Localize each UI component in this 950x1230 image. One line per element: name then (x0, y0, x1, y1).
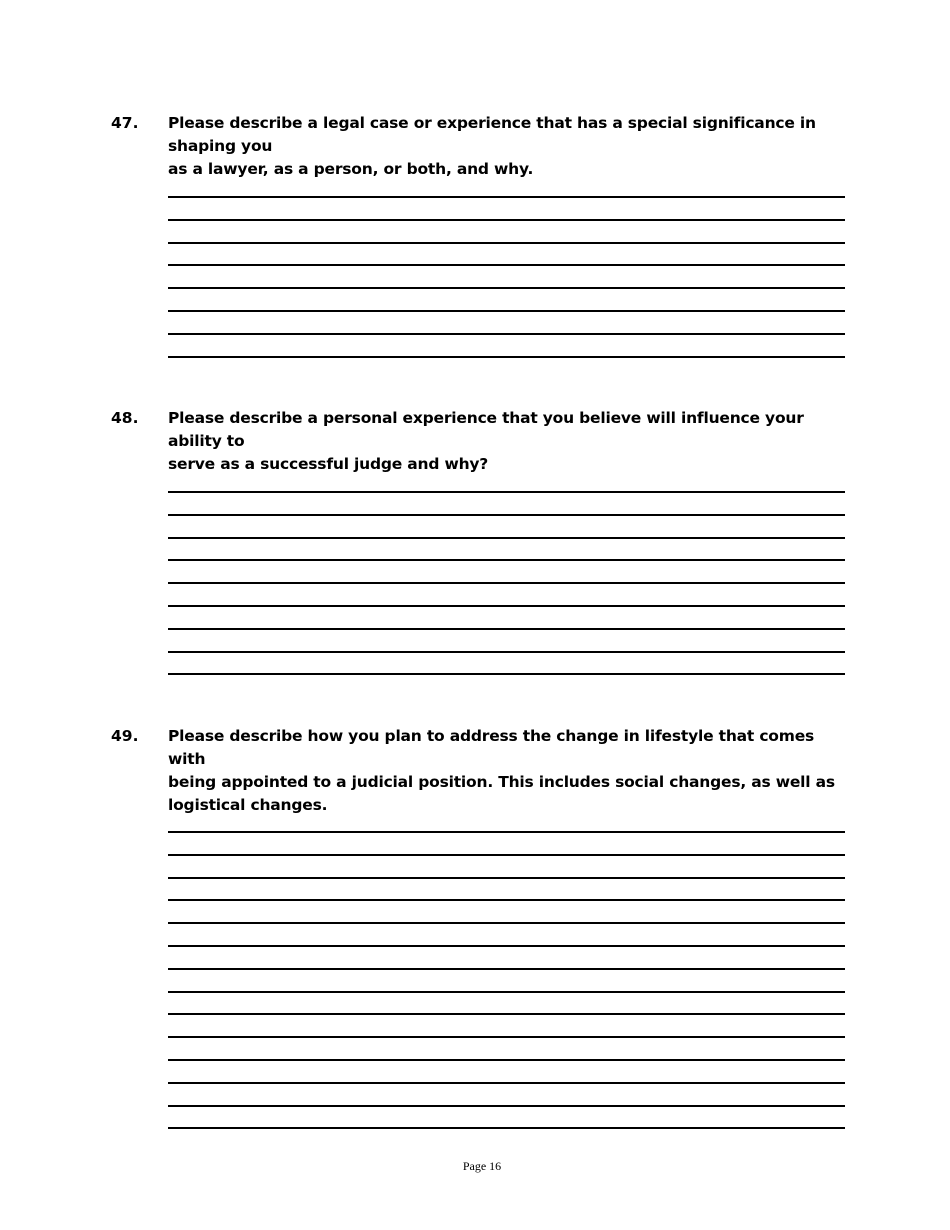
answer-line[interactable] (168, 877, 845, 879)
answer-line[interactable] (168, 651, 845, 653)
question-text-line: Please describe how you plan to address the change in lifestyle that comes with (168, 727, 815, 768)
answer-line[interactable] (168, 582, 845, 584)
answer-line[interactable] (168, 287, 845, 289)
answer-line[interactable] (168, 219, 845, 221)
answer-line[interactable] (168, 1036, 845, 1038)
answer-line[interactable] (168, 605, 845, 607)
answer-line[interactable] (168, 1059, 845, 1061)
question-text (168, 407, 848, 476)
answer-line[interactable] (168, 264, 845, 266)
question-number: 48. (111, 409, 139, 427)
answer-line[interactable] (168, 628, 845, 630)
answer-line[interactable] (168, 991, 845, 993)
question-text-line: Please describe a legal case or experience that has a special significance in shaping you (168, 114, 816, 155)
answer-line[interactable] (168, 1127, 845, 1129)
answer-line[interactable] (168, 242, 845, 244)
question-number: 49. (111, 727, 139, 745)
answer-line[interactable] (168, 537, 845, 539)
question-number: 47. (111, 114, 139, 132)
question-text-line: being appointed to a judicial position. This includes social changes, as well as (168, 773, 835, 791)
answer-line[interactable] (168, 968, 845, 970)
answer-line[interactable] (168, 1013, 845, 1015)
answer-line[interactable] (168, 673, 845, 675)
answer-line[interactable] (168, 196, 845, 198)
answer-line[interactable] (168, 922, 845, 924)
question-text (168, 112, 848, 181)
answer-line[interactable] (168, 491, 845, 493)
answer-line[interactable] (168, 559, 845, 561)
question-text (168, 725, 848, 817)
answer-line[interactable] (168, 310, 845, 312)
question-text-line: as a lawyer, as a person, or both, and why. (168, 160, 534, 178)
answer-line[interactable] (168, 1105, 845, 1107)
answer-line[interactable] (168, 854, 845, 856)
answer-line[interactable] (168, 899, 845, 901)
question-text-line: logistical changes. (168, 796, 328, 814)
answer-line[interactable] (168, 831, 845, 833)
question-text-line: serve as a successful judge and why? (168, 455, 489, 473)
answer-line[interactable] (168, 356, 845, 358)
answer-line[interactable] (168, 945, 845, 947)
answer-line[interactable] (168, 514, 845, 516)
answer-line[interactable] (168, 1082, 845, 1084)
page-number: Page 16 (462, 1159, 502, 1173)
question-text-line: Please describe a personal experience that you believe will influence your ability to (168, 409, 804, 450)
answer-line[interactable] (168, 333, 845, 335)
